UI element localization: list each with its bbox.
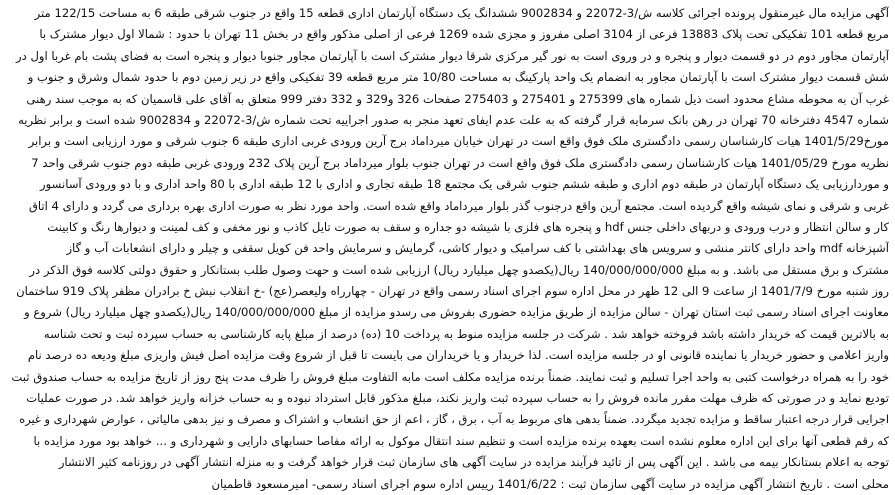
notice-line-1: آگهی مزایده مال غیرمنقول پرونده اجرائی کلاسه ش/3-22072 و 9002834 ششدانگ یک دستگاه آپارتمان اداری قطعه 15 واقع در جنوب شرقی طبقه 6 به مساحت 122/15 متر [34, 6, 889, 20]
notice-line-15: معاونت اجرای اسناد رسمی ثبت استان تهران - سالن مزایده از طریق مزایده حضوری بفروش می رسدو مزایده از مبلغ 140/000/000/000 ریال(یکصدو چهل میلیارد ریال) شروع و [24, 305, 889, 320]
notice-line-17: واریز اعلامی و حضور خریدار یا نماینده قانونی او در جلسه مزایده است. لذا خریدار و یا خریداران می بایست تا قبل از شروع وقت مزایده اصل فیش واریزی مبلغ ودیعه ده درصد نام [27, 348, 889, 363]
notice-line-5: غرب آن به محوطه مشاع محدود است ذیل شماره های 275399 و 275401 و 275403 صفحات 326 و329 و 332 دفتر 999 متعلق به آقای علی قاسمیان که به موجب سند رهنی [26, 91, 889, 106]
notice-line-12: آشپزخانه mdf واحد دارای کانتر منشی و سرویس های بهداشتی با کف سرامیک و دیوار کاشی، گرمایش و سرمایش واحد فن کویل سقفی و چیلر و دارای انشعابات آب و گاز [66, 241, 889, 256]
notice-line-6: شماره 4547 دفترخانه 70 تهران در رهن بانک سرمایه قرار گرفته که به علت عدم ایفای تعهد منجر به صدور اجراییه تحت شماره ش/3-22072 و 9002834 شده است و برابر نظریه [18, 112, 889, 127]
notice-line-2: مربع قطعه 101 تفکیکی تحت پلاک 13883 فرعی از 3104 اصلی مفروز و مجزی شده 1269 فرعی از اصلی مذکور واقع در بخش 11 تهران با حدود : شمالا اول دیوار مشترک با [39, 27, 889, 42]
notice-line-19: تودیع نماید و در صورتی که ظرف مهلت مقرر مانده فروش را به حساب سپرده ثبت واریز نکند، مبلغ مذکور قابل استرداد نبوده و به حساب خزانه واریز خواهد شد. در صورت عملیات [26, 391, 889, 406]
notice-line-18: خود را به همراه درخواست کتبی به واحد اجرا تسلیم و ثبت نمایند. ضمناً برنده مزایده مکلف است مابه التفاوت مبلغ فروش را ظرف مدت پنج روز از تاریخ مزایده به حساب صندوق ثبت [11, 369, 889, 384]
notice-line-8: نظریه مورخ 1401/05/29 هیات کارشناسان رسمی دادگستری ملک فوق واقع است در تهران جنوب بلوار میرداماد برج آرین پلاک 232 ورودی غربی طبقه دوم جنوب شرقی واحد 7 [31, 155, 889, 170]
notice-line-4: شش قسمت دیوار مشترک است با آپارتمان مجاور به انضمام یک واحد پارکینگ به مساحت 10/80 متر مربع قطعه 39 تفکیکی واقع در زیر زمین دوم با حدود شمال وشرق و جنوب و [27, 70, 889, 85]
notice-line-23: محلی است . تاریخ انتشار آگهی مزایده در سایت آگهی سازمان ثبت : 1401/6/22 رییس اداره سوم اجرای اسناد رسمی- امیرمسعود قاطمیان [211, 476, 889, 491]
notice-line-13: مشترک و برق مستقل می باشد. و به مبلغ 140/000/000/000 ریال(یکصدو چهل میلیارد ریال) ارزیابی شده است و حهت وصول طلب بستانکار و حقوق دولتی کلاسه فوق الذکر در [29, 262, 889, 277]
notice-line-20: اجرایی قرار درجه اعتبار ساقط و مزایده تجدید میگردد. ضمناً بدهی های مربوط به آب ، برق ، گاز ، اعم از حق انشعاب و اشتراک و مصرف و نیز بدهی مالیاتی ، عوارض شهرداری و غیره [19, 412, 889, 427]
notice-line-22: توجه به اعلام بستانکار بیمه می باشد . این آگهی پس از تائید فرآیند مزایده در سایت آگهی های سازمان ثبت قرار خواهد گرفت و به منزله انتشار آگهی در روزنامه کثیر الانتشار [58, 455, 889, 470]
notice-line-21: که رقم قطعی آنها برای این اداره معلوم نشده است بعهده برنده مزایده است و تنظیم سند انتقال موکول به ارائه مفاصا حسابهای دارایی و شهرداری و ... خواهد بود مورد مزایده با [33, 433, 889, 448]
notice-line-14: روز شنبه مورخ 1401/7/9 از ساعت 9 الی 12 ظهر در محل اداره سوم اجرای اسناد رسمی واقع در تهران - چهارراه ولیعصر(عج) -خ انقلاب نبش خ برادران مظفر پلاک 919 ساختمان [16, 284, 889, 299]
notice-line-11: کار و سالن انتظار و درب ورودی و دربهای داخلی جنس hdf و پنجره های فلزی با شیشه دو جداره و سقف به صورت تایل کاذب و نور مخفی و کف لمینت و دیوارها رنگ و کابینت [47, 219, 889, 234]
notice-line-10: غربی و شرقی و نمای شیشه واقع گردیده است. مجتمع آرین واقع درجنوب گذر بلوار میرداماد واقع شده است. واحد مورد نظر به صورت اداری بهره برداری می گردد و دارای 4 اتاق [28, 198, 889, 213]
notice-line-9: و موردارزیابی یک دستگاه آپارتمان در طبقه دوم اداری و طبقه ششم جنوب شرقی یک مجتمع 18 طبقه تجاری و اداری با 12 طبقه اداری با 80 واحد اداری و با دو ورودی آسانسور [40, 177, 889, 192]
notice-line-7: مورخ1401/5/29 هیات کارشناسان رسمی دادگستری ملک فوق واقع است در تهران خیابان میرداماد برج آرین ورودی غربی اداری طبقه 6 جنوب شرقی و مورد ارزیابی است و برابر [28, 134, 889, 149]
notice-line-3: آپارتمان مجاور دوم در دو قسمت دیوار و پنجره و در وروی است به نور گیر مرکزی شرقا دیوار مشترک است با آپارتمان مجاور جنوبا دیوار و پنجره است به فضای پشت بام غربا اول در [16, 48, 889, 63]
notice-line-16: به بالاترین قیمت که خریدار داشته باشد فروخته خواهد شد . شرکت در جلسه مزایده منوط به پرداخت 10 (ده) درصد از مبلغ پایه کارشناسی به حساب سپرده ثبت و تحت شناسه [43, 326, 889, 341]
